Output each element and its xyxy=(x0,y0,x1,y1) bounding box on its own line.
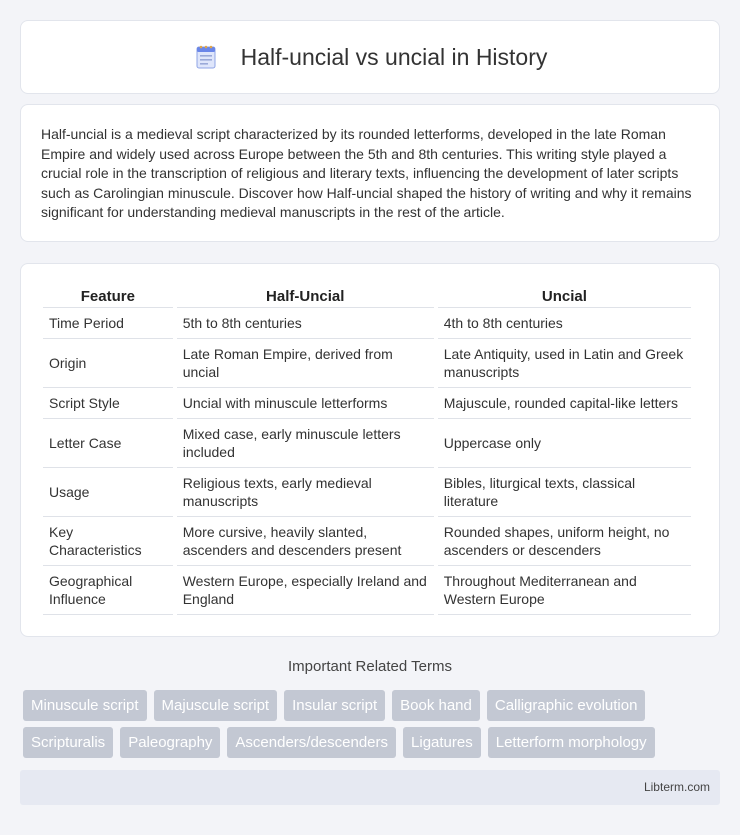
header-uncial: Uncial xyxy=(438,282,691,308)
table-cell: Uppercase only xyxy=(438,419,691,468)
table-cell: 4th to 8th centuries xyxy=(438,308,691,339)
related-terms-title: Important Related Terms xyxy=(288,658,452,675)
related-terms xyxy=(23,690,723,764)
tag-majuscule-script[interactable]: Majuscule script xyxy=(154,690,278,721)
comparison-table xyxy=(39,282,695,615)
table-cell: Script Style xyxy=(43,388,173,419)
comparison-card xyxy=(20,263,720,637)
table-cell: Letter Case xyxy=(43,419,173,468)
table-cell: Throughout Mediterranean and Western Europe xyxy=(438,566,691,615)
table-cell: Origin xyxy=(43,339,173,388)
table-row xyxy=(43,566,691,615)
tag-minuscule-script[interactable]: Minuscule script xyxy=(23,690,147,721)
table-cell: Western Europe, especially Ireland and England xyxy=(177,566,434,615)
table-cell: Usage xyxy=(43,468,173,517)
table-header-row xyxy=(43,282,691,308)
intro-text: Half-uncial is a medieval script characterized by its rounded letterforms, developed in the late Roman Empire and widely used across Europe between the 5th and 8th centuries. This writing style played a crucial role in the transcription of religious and literary texts, influencing the development of later scripts such as Carolingian minuscule. Discover how Half-uncial shaped the history of writing and why it remains significant for understanding medieval manuscripts in the rest of the article. xyxy=(41,126,692,221)
table-cell: 5th to 8th centuries xyxy=(177,308,434,339)
tag-scripturalis[interactable]: Scripturalis xyxy=(23,727,113,758)
table-cell: Uncial with minuscule letterforms xyxy=(177,388,434,419)
header-half-uncial: Half-Uncial xyxy=(177,282,434,308)
table-cell: Bibles, liturgical texts, classical literature xyxy=(438,468,691,517)
table-cell: Time Period xyxy=(43,308,173,339)
table-row xyxy=(43,339,691,388)
tag-ligatures[interactable]: Ligatures xyxy=(403,727,481,758)
table-cell: Late Roman Empire, derived from uncial xyxy=(177,339,434,388)
table-cell: Majuscule, rounded capital-like letters xyxy=(438,388,691,419)
intro-card xyxy=(20,104,720,242)
page-title: Half-uncial vs uncial in History xyxy=(240,43,548,70)
tag-insular-script[interactable]: Insular script xyxy=(284,690,385,721)
table-row xyxy=(43,468,691,517)
table-row xyxy=(43,419,691,468)
header-feature: Feature xyxy=(43,282,173,308)
table-row xyxy=(43,308,691,339)
table-cell: Key Characteristics xyxy=(43,517,173,566)
tag-calligraphic-evolution[interactable]: Calligraphic evolution xyxy=(487,690,646,721)
tag-ascenders-descenders[interactable]: Ascenders/descenders xyxy=(227,727,396,758)
table-cell: Geographical Influence xyxy=(43,566,173,615)
notebook-icon xyxy=(193,44,219,70)
table-cell: Rounded shapes, uniform height, no ascenders or descenders xyxy=(438,517,691,566)
footer xyxy=(20,770,720,805)
table-cell: More cursive, heavily slanted, ascenders and descenders present xyxy=(177,517,434,566)
table-row xyxy=(43,388,691,419)
table-cell: Mixed case, early minuscule letters included xyxy=(177,419,434,468)
footer-site-link[interactable]: Libterm.com xyxy=(643,780,710,794)
table-row xyxy=(43,517,691,566)
table-cell: Late Antiquity, used in Latin and Greek manuscripts xyxy=(438,339,691,388)
tag-book-hand[interactable]: Book hand xyxy=(392,690,480,721)
tag-row xyxy=(23,690,723,721)
header-card xyxy=(20,20,720,94)
tag-letterform-morphology[interactable]: Letterform morphology xyxy=(488,727,655,758)
tag-paleography[interactable]: Paleography xyxy=(120,727,220,758)
table-cell: Religious texts, early medieval manuscripts xyxy=(177,468,434,517)
tag-row xyxy=(23,727,723,758)
